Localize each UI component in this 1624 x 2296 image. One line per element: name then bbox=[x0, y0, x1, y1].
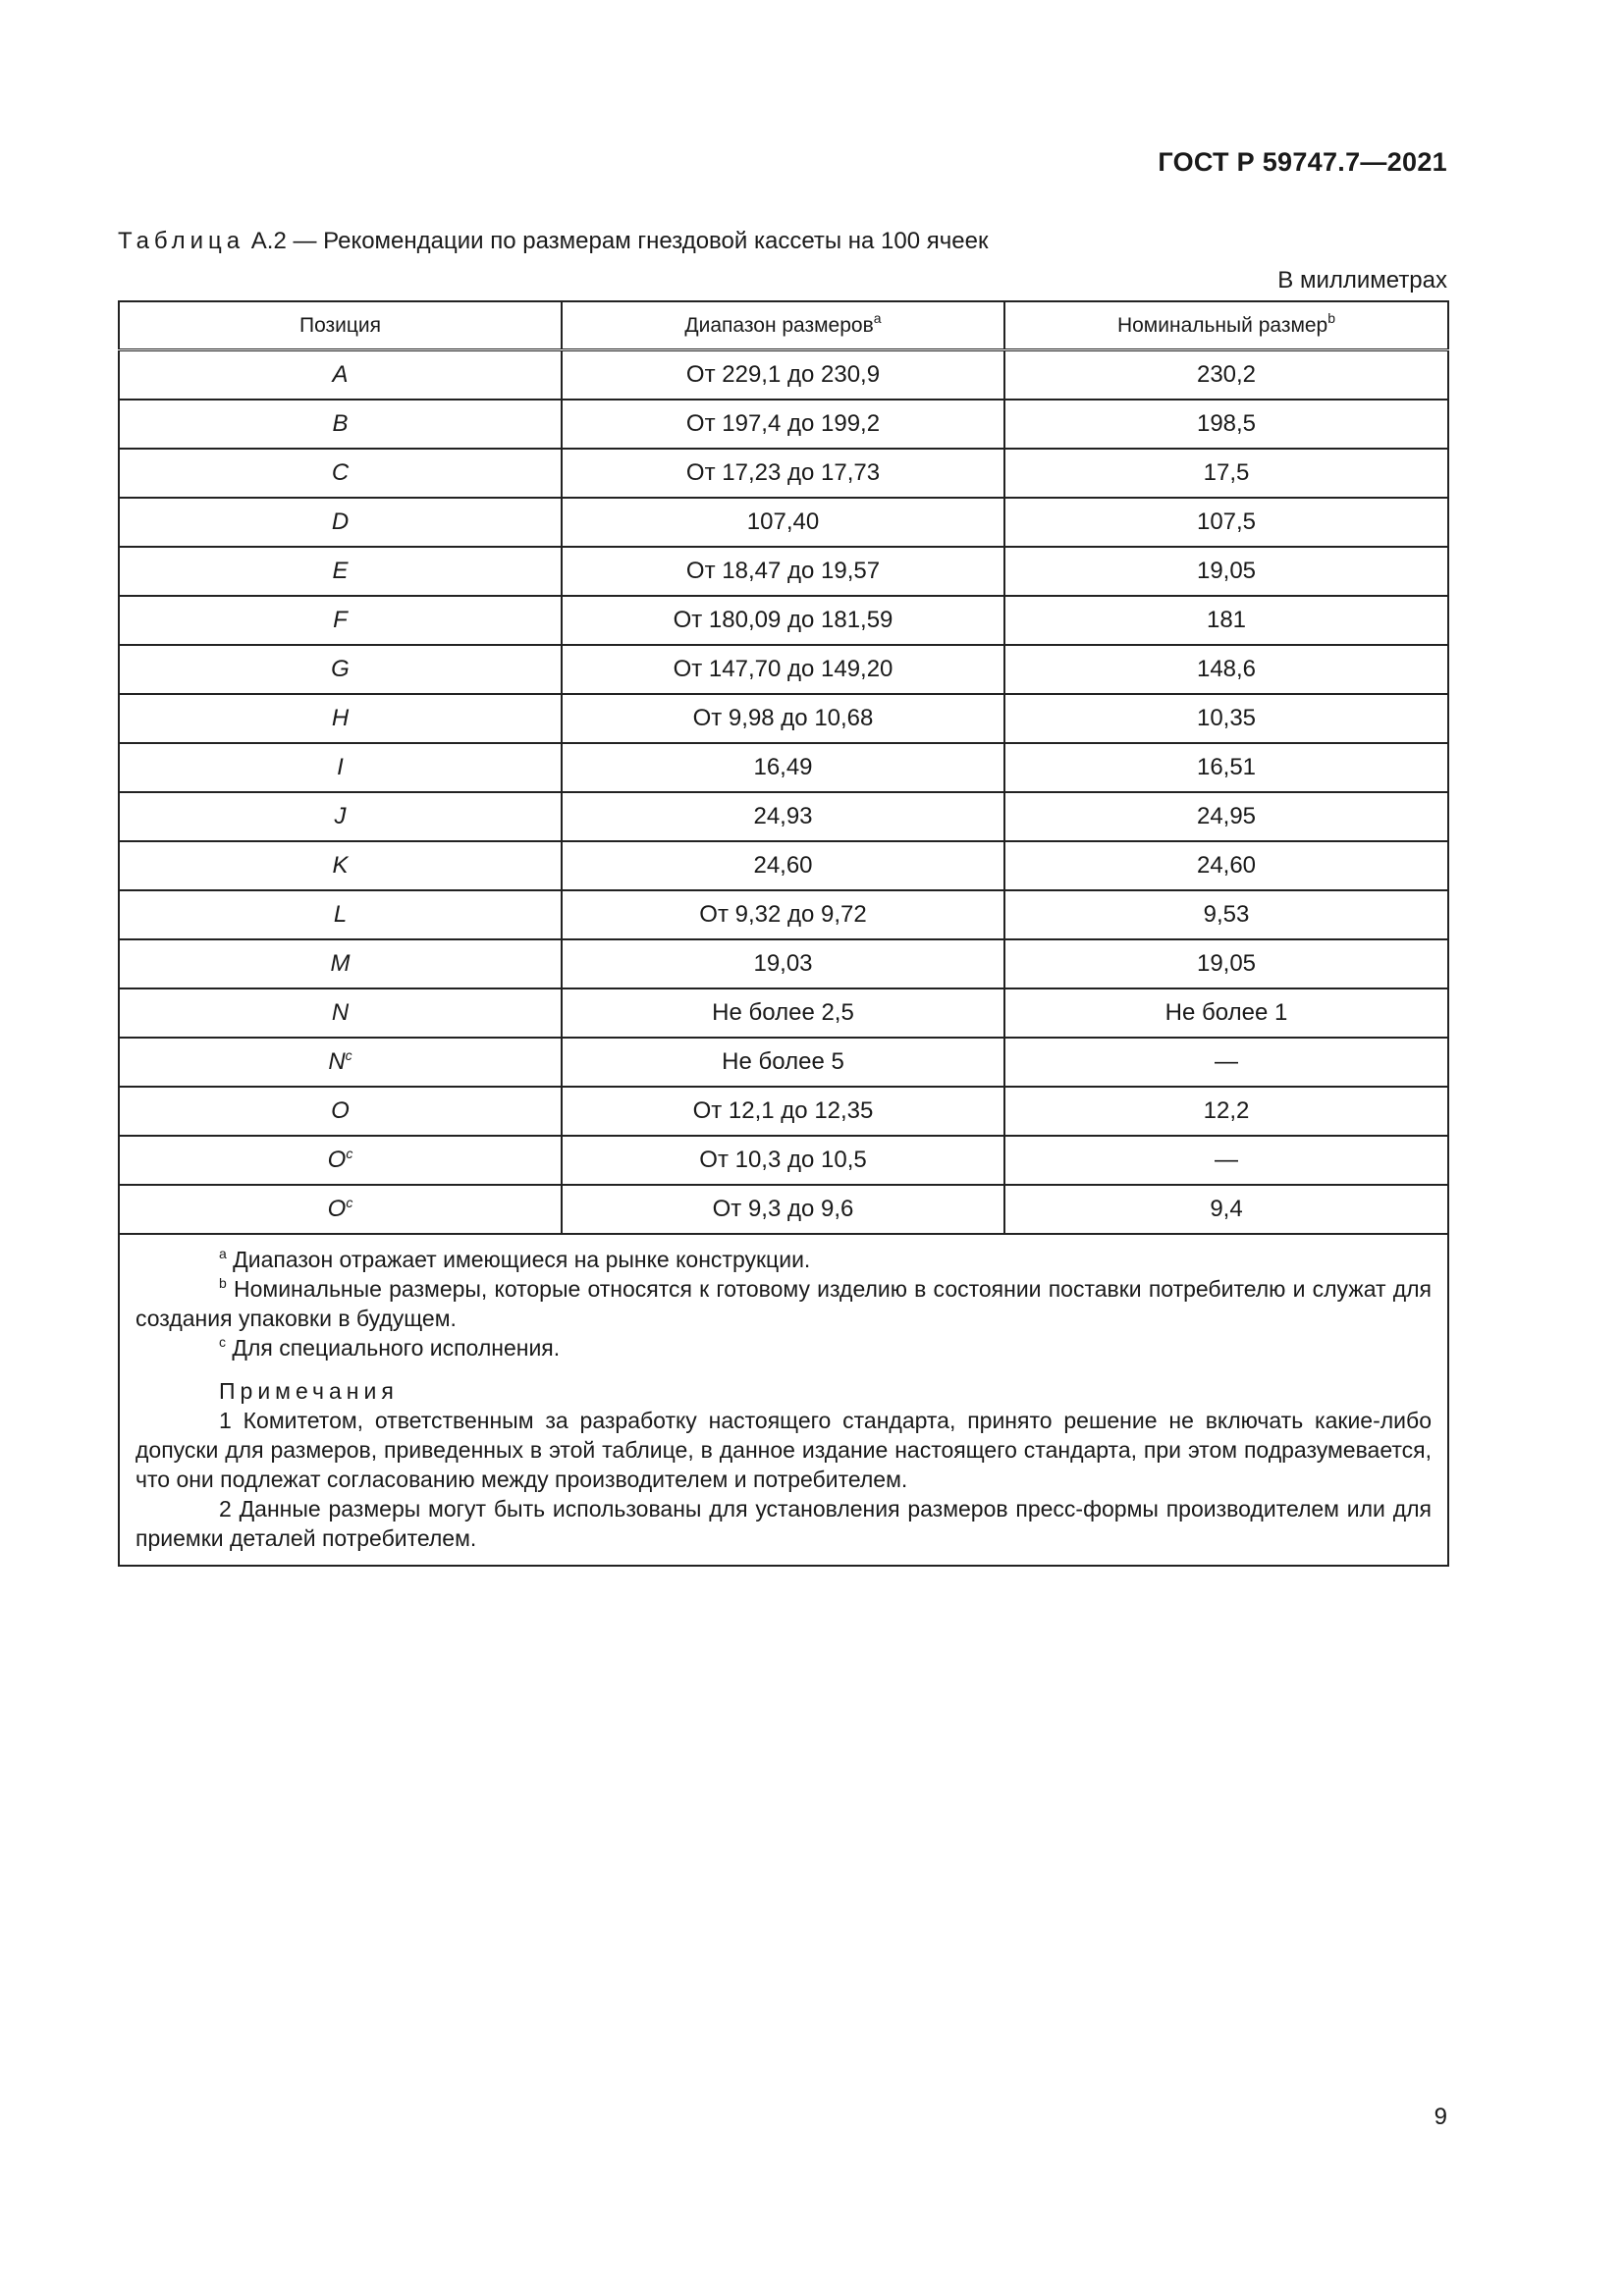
table-row bbox=[119, 988, 1448, 1038]
cell-position: I bbox=[119, 743, 562, 792]
cell-range: 24,93 bbox=[562, 792, 1004, 841]
table-row bbox=[119, 1136, 1448, 1185]
document-code: ГОСТ Р 59747.7—2021 bbox=[1158, 147, 1447, 177]
cell-position: M bbox=[119, 939, 562, 988]
note-1: 1 Комитетом, ответственным за разработку настоящего стандарта, принято решение не включать какие-либо допуски для размеров, приведенных в этой таблице, в данное издание настоящего стандарта, при этом подразумевается, что они подлежат согласованию между производителем и потребителем. bbox=[135, 1408, 1432, 1492]
table-row bbox=[119, 547, 1448, 596]
cell-nominal: — bbox=[1004, 1136, 1448, 1185]
cell-nominal: 230,2 bbox=[1004, 350, 1448, 400]
cell-range: От 18,47 до 19,57 bbox=[562, 547, 1004, 596]
cell-range: От 147,70 до 149,20 bbox=[562, 645, 1004, 694]
cell-range: 19,03 bbox=[562, 939, 1004, 988]
header-position: Позиция bbox=[119, 301, 562, 350]
cell-range: От 9,3 до 9,6 bbox=[562, 1185, 1004, 1234]
cell-range: От 180,09 до 181,59 bbox=[562, 596, 1004, 645]
table-row bbox=[119, 890, 1448, 939]
notes-cell bbox=[119, 1234, 1448, 1566]
cell-range: От 17,23 до 17,73 bbox=[562, 449, 1004, 498]
cell-position: N bbox=[119, 988, 562, 1038]
table-row bbox=[119, 939, 1448, 988]
cell-nominal: 198,5 bbox=[1004, 400, 1448, 449]
table-row bbox=[119, 1038, 1448, 1087]
cell-nominal: 24,60 bbox=[1004, 841, 1448, 890]
cell-position: C bbox=[119, 449, 562, 498]
table-row bbox=[119, 1185, 1448, 1234]
cell-position: $O^c$ bbox=[119, 1136, 562, 1185]
caption-label: Таблица bbox=[118, 228, 245, 254]
table-row bbox=[119, 1087, 1448, 1136]
table-body bbox=[119, 350, 1448, 1235]
cell-nominal: Не более 1 bbox=[1004, 988, 1448, 1038]
cell-nominal: 24,95 bbox=[1004, 792, 1448, 841]
cell-position: F bbox=[119, 596, 562, 645]
notes-heading: Примечания bbox=[219, 1378, 399, 1404]
cell-position: B bbox=[119, 400, 562, 449]
cell-nominal: 12,2 bbox=[1004, 1087, 1448, 1136]
cell-nominal: 9,4 bbox=[1004, 1185, 1448, 1234]
cell-position: K bbox=[119, 841, 562, 890]
cell-nominal: 148,6 bbox=[1004, 645, 1448, 694]
cell-range: От 10,3 до 10,5 bbox=[562, 1136, 1004, 1185]
dimensions-table bbox=[118, 300, 1449, 1567]
cell-range: От 12,1 до 12,35 bbox=[562, 1087, 1004, 1136]
table-row bbox=[119, 792, 1448, 841]
cell-range: От 9,98 до 10,68 bbox=[562, 694, 1004, 743]
cell-range: Не более 2,5 bbox=[562, 988, 1004, 1038]
table-row bbox=[119, 694, 1448, 743]
cell-position: O bbox=[119, 1087, 562, 1136]
cell-nominal: — bbox=[1004, 1038, 1448, 1087]
cell-range: От 197,4 до 199,2 bbox=[562, 400, 1004, 449]
footnote-b: $^b$ Номинальные размеры, которые относятся к готовому изделию в состоянии поставки потребителю и служат для создания упаковки в будущем. bbox=[135, 1275, 1432, 1331]
cell-range: От 229,1 до 230,9 bbox=[562, 350, 1004, 400]
cell-range: От 9,32 до 9,72 bbox=[562, 890, 1004, 939]
footnote-c: $^c$ Для специального исполнения. bbox=[219, 1334, 561, 1361]
cell-position: $N^c$ bbox=[119, 1038, 562, 1087]
caption-text: А.2 — Рекомендации по размерам гнездовой кассеты на 100 ячеек bbox=[244, 228, 989, 254]
table-row bbox=[119, 645, 1448, 694]
table-row bbox=[119, 400, 1448, 449]
cell-position: J bbox=[119, 792, 562, 841]
table-row bbox=[119, 498, 1448, 547]
cell-position: E bbox=[119, 547, 562, 596]
header-range: Диапазон размеров$^a$ bbox=[562, 301, 1004, 350]
page-number: 9 bbox=[1434, 2104, 1447, 2130]
cell-nominal: 19,05 bbox=[1004, 939, 1448, 988]
cell-nominal: 10,35 bbox=[1004, 694, 1448, 743]
cell-position: H bbox=[119, 694, 562, 743]
cell-nominal: 17,5 bbox=[1004, 449, 1448, 498]
cell-range: 107,40 bbox=[562, 498, 1004, 547]
table-row bbox=[119, 449, 1448, 498]
cell-range: Не более 5 bbox=[562, 1038, 1004, 1087]
cell-nominal: 9,53 bbox=[1004, 890, 1448, 939]
table-row bbox=[119, 743, 1448, 792]
cell-position: G bbox=[119, 645, 562, 694]
footnote-a: $^a$ Диапазон отражает имеющиеся на рынке конструкции. bbox=[219, 1246, 811, 1272]
table-header-row bbox=[119, 301, 1448, 350]
table-row bbox=[119, 596, 1448, 645]
cell-nominal: 16,51 bbox=[1004, 743, 1448, 792]
cell-position: D bbox=[119, 498, 562, 547]
table-caption bbox=[118, 228, 988, 255]
cell-range: 16,49 bbox=[562, 743, 1004, 792]
note-2: 2 Данные размеры могут быть использованы для установления размеров пресс-формы производителем или для приемки деталей потребителем. bbox=[135, 1496, 1432, 1551]
cell-nominal: 107,5 bbox=[1004, 498, 1448, 547]
cell-range: 24,60 bbox=[562, 841, 1004, 890]
units-label: В миллиметрах bbox=[1277, 267, 1447, 294]
cell-position: A bbox=[119, 350, 562, 400]
cell-nominal: 181 bbox=[1004, 596, 1448, 645]
table-row bbox=[119, 350, 1448, 400]
table-row bbox=[119, 841, 1448, 890]
cell-position: $O^c$ bbox=[119, 1185, 562, 1234]
header-nominal: Номинальный размер$^b$ bbox=[1004, 301, 1448, 350]
cell-position: L bbox=[119, 890, 562, 939]
notes-row bbox=[119, 1234, 1448, 1566]
cell-nominal: 19,05 bbox=[1004, 547, 1448, 596]
